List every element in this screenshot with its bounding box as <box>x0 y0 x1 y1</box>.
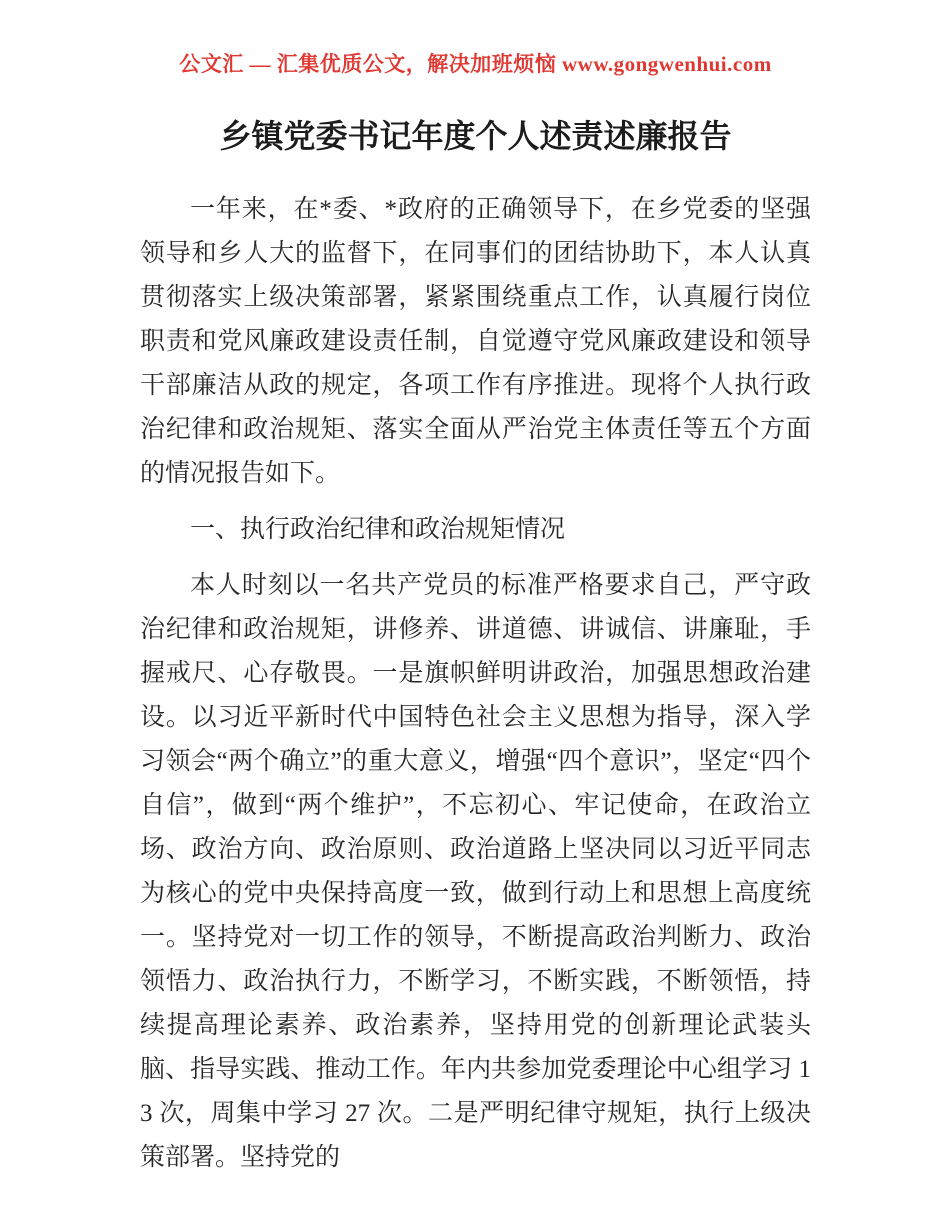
section-heading: 一、执行政治纪律和政治规矩情况 <box>190 516 566 543</box>
intro-paragraph: 一年来，在*委、*政府的正确领导下，在乡党委的坚强领导和乡人大的监督下，在同事们的团结协助下，本人认真贯彻落实上级决策部署，紧紧围绕重点工作，认真履行岗位职责和党风廉政建设责任制，自觉遵守党风廉政建设和领导干部廉洁从政的规定，各项工作有序推进。现将个人执行政治纪律和政治规矩、落实全面从严治党主体责任等五个方面的情况报告如下。 <box>140 196 811 487</box>
site-watermark: 公文汇 — 汇集优质公文，解决加班烦恼 www.gongwenhui.com <box>179 52 772 76</box>
section-body-paragraph: 本人时刻以一名共产党员的标准严格要求自己，严守政治纪律和政治规矩，讲修养、讲道德、讲诚信、讲廉耻，手握戒尺、心存敬畏。一是旗帜鲜明讲政治，加强思想政治建设。以习近平新时代中国特色社会主义思想为指导，深入学习领会“两个确立”的重大意义，增强“四个意识”，坚定“四个自信”，做到“两个维护”，不忘初心、牢记使命，在政治立场、政治方向、政治原则、政治道路上坚决同以习近平同志为核心的党中央保持高度一致，做到行动上和思想上高度统一。坚持党对一切工作的领导，不断提高政治判断力、政治领悟力、政治执行力，不断学习，不断实践，不断领悟，持续提高理论素养、政治素养，坚持用党的创新理论武装头脑、指导实践、推动工作。年内共参加党委理论中心组学习 13 次，周集中学习 27 次。二是严明纪律守规矩，执行上级决策部署。坚持党的 <box>140 572 811 1171</box>
document-title: 乡镇党委书记年度个人述责述廉报告 <box>219 118 732 154</box>
